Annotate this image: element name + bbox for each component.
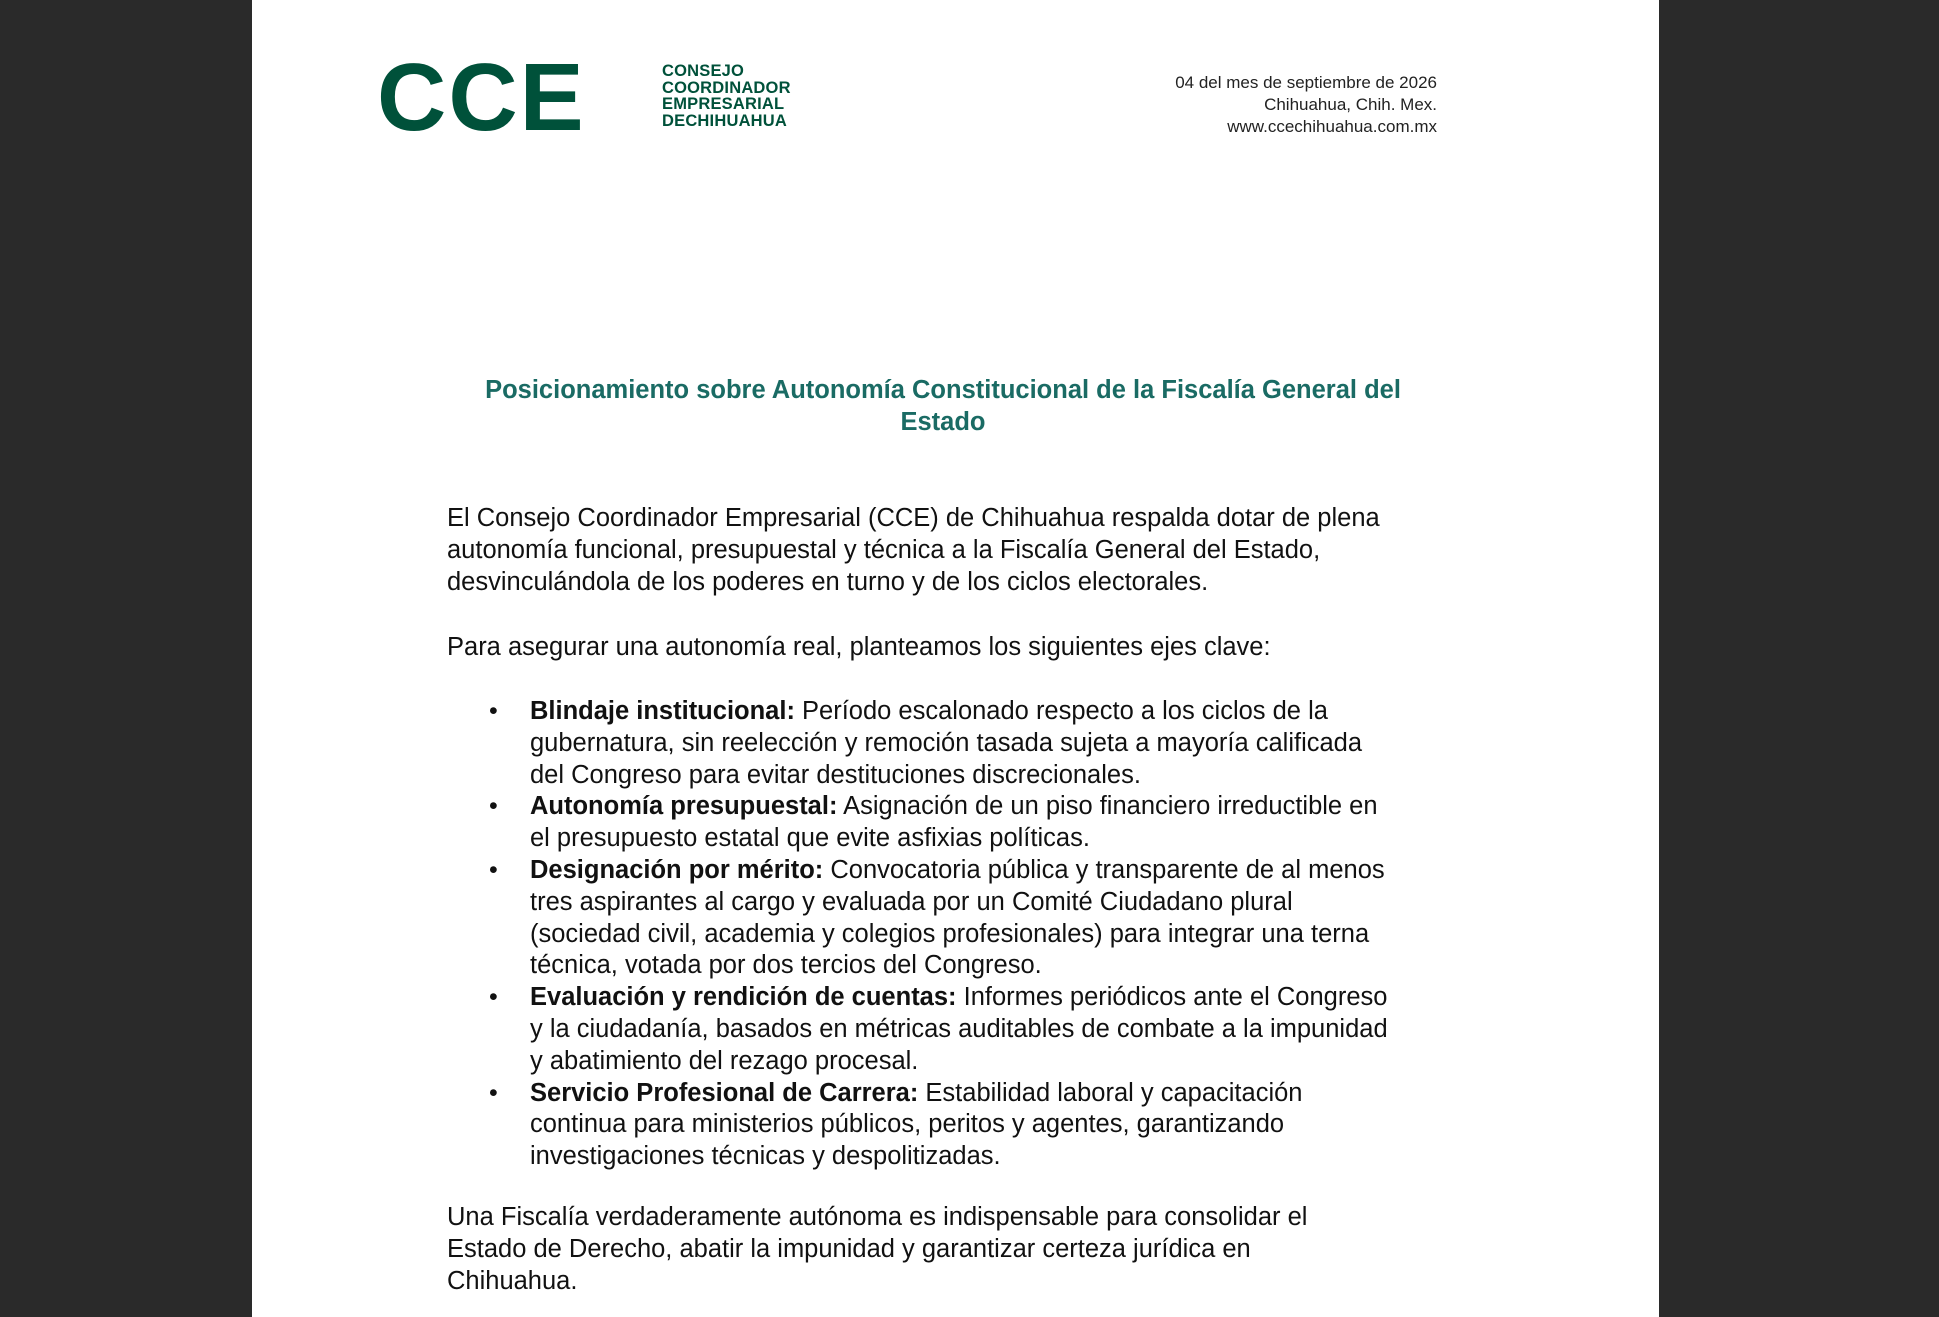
website-link: www.ccechihuahua.com.mx: [1227, 117, 1437, 136]
logo-subtitle: [662, 63, 862, 129]
logo-line: EMPRESARIAL: [662, 95, 785, 113]
closing-paragraph: [447, 1202, 1467, 1297]
axes-intro-paragraph: Para asegurar una autonomía real, planteamos los siguientes ejes clave:: [447, 633, 1271, 661]
list-item: [447, 982, 1477, 1077]
logo-line: DECHIHUAHUA: [662, 111, 788, 130]
list-item: [447, 855, 1477, 982]
title-line: Posicionamiento sobre Autonomía Constitucional de la Fiscalía General del: [485, 376, 1401, 404]
list-item: [447, 791, 1477, 855]
item-text: Informes periódicos ante el Congreso: [956, 983, 1388, 1012]
item-text: (sociedad civil, academia y colegios profesionales) para integrar una terna: [530, 919, 1370, 948]
bullet-icon: •: [489, 983, 498, 1012]
title-line: Estado: [900, 408, 986, 436]
bullet-icon: •: [489, 792, 498, 821]
bullet-icon: •: [489, 1078, 498, 1107]
item-label: Evaluación y rendición de cuentas:: [530, 983, 957, 1012]
document-date: 04 del mes de septiembre de 2026: [1175, 73, 1437, 92]
item-text: investigaciones técnicas y despolitizadas.: [530, 1142, 1001, 1171]
bullet-icon: •: [489, 855, 498, 884]
item-text: y abatimiento del rezago procesal.: [530, 1046, 919, 1075]
intro-paragraph: [447, 503, 1467, 598]
item-label: Servicio Profesional de Carrera:: [530, 1078, 919, 1107]
logo-letters: CCE: [377, 44, 586, 151]
item-label: Blindaje institucional:: [530, 697, 795, 725]
item-text: tres aspirantes al cargo y evaluada por un Comité Ciudadano plural: [530, 887, 1293, 916]
paragraph-line: autonomía funcional, presupuestal y técnica a la Fiscalía General del Estado,: [447, 535, 1321, 564]
item-text: Estabilidad laboral y capacitación: [918, 1078, 1303, 1107]
item-text: el presupuesto estatal que evite asfixias políticas.: [530, 824, 1090, 853]
header-meta: [1175, 72, 1437, 138]
key-axes-list: [447, 696, 1477, 1173]
paragraph-line: desvinculándola de los poderes en turno y de los ciclos electorales.: [447, 567, 1209, 596]
item-text: continua para ministerios públicos, peritos y agentes, garantizando: [530, 1110, 1285, 1139]
document-location: Chihuahua, Chih. Mex.: [1264, 95, 1437, 114]
bullet-icon: •: [489, 697, 498, 725]
item-label: Autonomía presupuestal:: [530, 792, 838, 821]
paragraph-line: Estado de Derecho, abatir la impunidad y garantizar certeza jurídica en: [447, 1234, 1251, 1263]
item-label: Designación por mérito:: [530, 855, 824, 884]
document-page: [252, 0, 1659, 1317]
list-item: [447, 696, 1477, 791]
item-text: Convocatoria pública y transparente de al menos: [823, 855, 1385, 884]
paragraph-line: Una Fiscalía verdaderamente autónoma es indispensable para consolidar el: [447, 1203, 1308, 1231]
item-text: técnica, votada por dos tercios del Congreso.: [530, 951, 1042, 980]
logo-line: COORDINADOR: [662, 78, 791, 97]
item-text: y la ciudadanía, basados en métricas auditables de combate a la impunidad: [530, 1014, 1388, 1043]
paragraph-line: Chihuahua.: [447, 1266, 578, 1295]
list-item: [447, 1078, 1477, 1173]
paragraph-line: El Consejo Coordinador Empresarial (CCE) de Chihuahua respalda dotar de plena: [447, 504, 1380, 532]
item-text: Asignación de un piso financiero irreductible en: [837, 792, 1378, 821]
item-text: Período escalonado respecto a los ciclos de la: [794, 697, 1328, 725]
document-title: [438, 374, 1448, 438]
logo-line: CONSEJO: [662, 62, 745, 80]
item-text: gubernatura, sin reelección y remoción tasada sujeta a mayoría calificada: [530, 728, 1363, 757]
item-text: del Congreso para evitar destituciones discrecionales.: [530, 760, 1141, 789]
